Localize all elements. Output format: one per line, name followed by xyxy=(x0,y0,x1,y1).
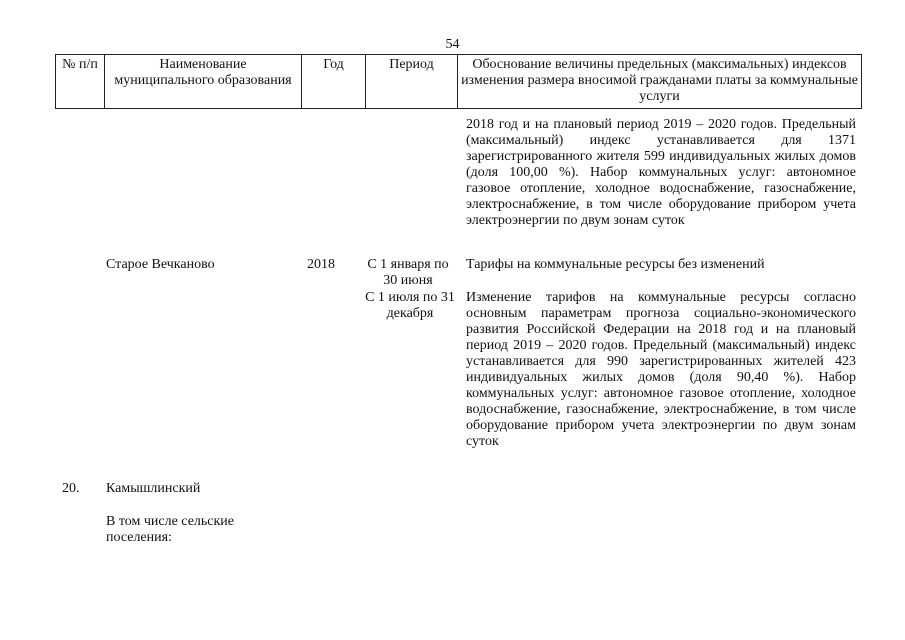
column-header-basis: Обоснование величины предельных (максимальных) индексов изменения размера вносимой гражданами платы за коммунальные услуги xyxy=(458,55,862,109)
column-header-period: Период xyxy=(366,55,458,109)
column-header-number: № п/п xyxy=(56,55,105,109)
column-header-name: Наименование муниципального образования xyxy=(105,55,302,109)
municipality-name-next: Камышлинский xyxy=(106,481,201,496)
page-number: 54 xyxy=(445,37,460,52)
continued-basis-text: 2018 год и на плановый период 2019 – 2020 годов. Предельный (максимальный) индекс устанавливается для 1371 зарегистрированного жителя 599 индивидуальных жилых домов (доля 100,00 %). Набор коммунальных услуг: автономное газовое отопление, холодное водоснабжение, газоснабжение, электроснабжение, в том числе оборудование прибором учета электроэнергии по двум зонам суток xyxy=(466,117,856,228)
basis-no-change: Тарифы на коммунальные ресурсы без изменений xyxy=(466,257,765,272)
period-second-half: С 1 июля по 31 декабря xyxy=(365,290,455,321)
entry-number: 20. xyxy=(62,481,80,496)
year-value: 2018 xyxy=(307,257,335,272)
table-header xyxy=(55,54,862,109)
basis-tariff-change: Изменение тарифов на коммунальные ресурсы согласно основным параметрам прогноза социально-экономического развития Российской Федерации на 2018 год и на плановый период 2019 – 2020 годов. Предельный (максимальный) индекс устанавливается для 990 зарегистрированных жителей 423 индивидуальных жилых домов (доля 90,40 %). Набор коммунальных услуг: автономное газовое отопление, холодное водоснабжение, газоснабжение, электроснабжение, в том числе оборудование прибором учета электроэнергии по двум зонам суток xyxy=(466,290,856,449)
subheading-rural-settlements: В том числе сельские поселения: xyxy=(106,514,235,545)
municipality-name: Старое Вечканово xyxy=(106,257,215,272)
period-first-half: С 1 января по 30 июня xyxy=(367,257,449,288)
column-header-year: Год xyxy=(302,55,366,109)
